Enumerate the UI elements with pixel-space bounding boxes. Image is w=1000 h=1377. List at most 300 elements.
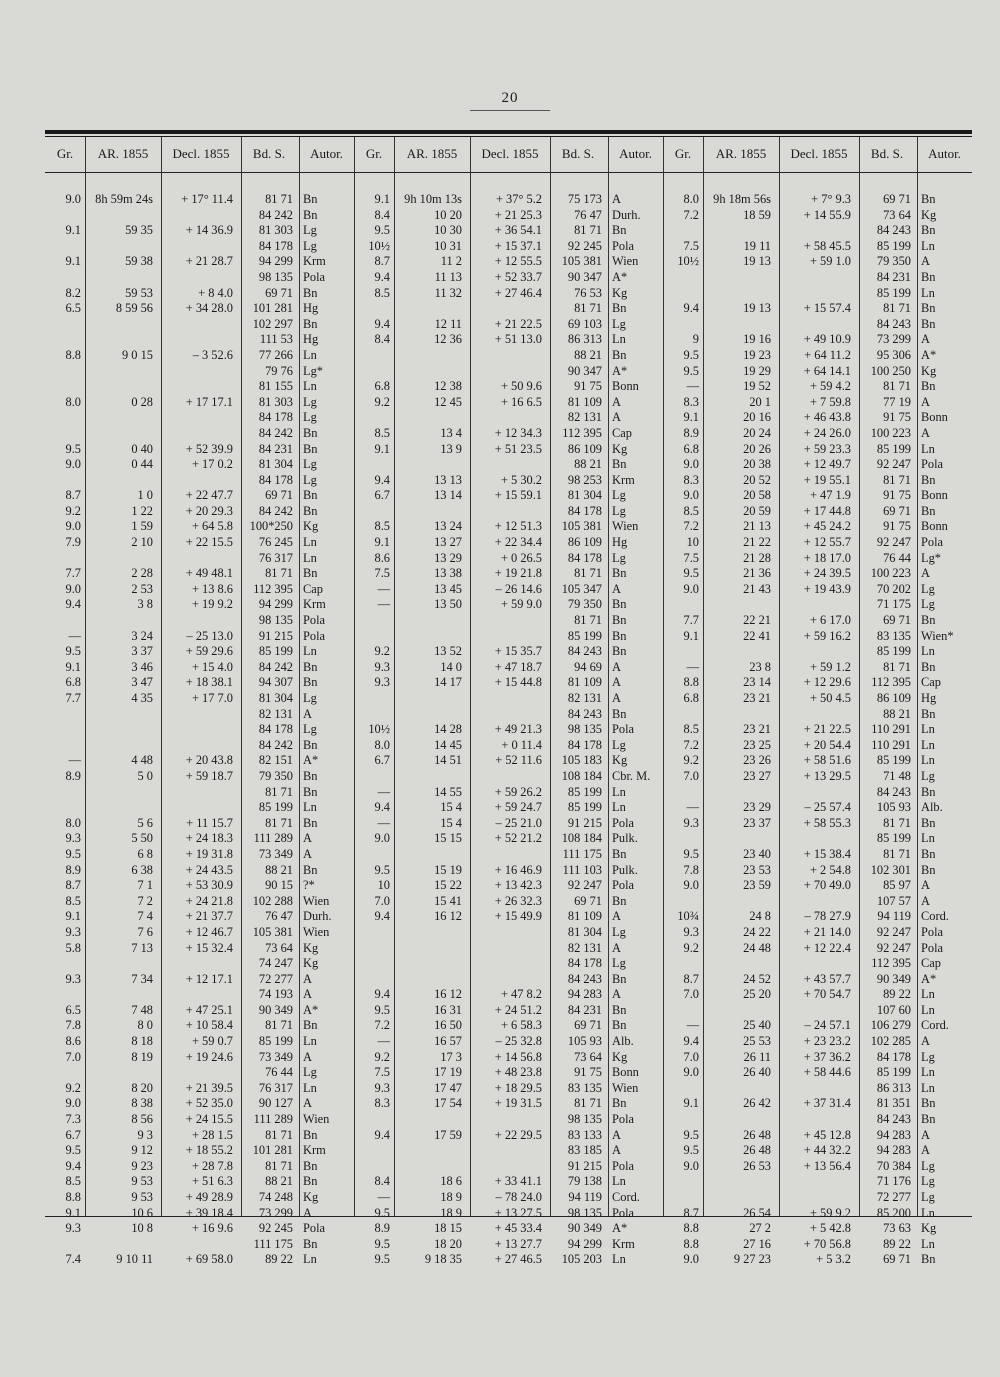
ra-cell: 3 24 [131,628,153,643]
table-row [663,956,972,972]
decl-cell: – 3 52.6 [192,347,233,362]
table-row [663,1112,972,1128]
bd-cell: 81 71 [883,815,911,830]
magnitude-cell: 9.0 [683,1158,699,1173]
bd-cell: 70 384 [876,1158,911,1173]
bd-cell: 81 109 [567,394,602,409]
decl-cell: + 52 39.9 [185,441,233,456]
decl-cell: + 36 54.1 [494,223,542,238]
bd-cell: 84 178 [567,737,602,752]
magnitude-cell: 8.4 [374,207,390,222]
author-cell: Ln [921,1065,935,1080]
bd-cell: 81 71 [265,1018,293,1033]
author-cell: A* [612,363,628,378]
bd-cell: 90 127 [258,1096,293,1111]
bd-cell: 91 75 [883,488,911,503]
decl-cell: + 37 31.4 [803,1096,851,1111]
author-cell: Ln [921,1205,935,1220]
ra-cell: 8 0 [137,1018,153,1033]
bd-cell: 94 69 [574,659,602,674]
bd-cell: 98 253 [567,472,602,487]
table-row [663,473,972,489]
magnitude-cell: 10 [686,535,699,550]
decl-cell: + 15 57.4 [803,301,851,316]
ra-cell: 12 45 [434,394,462,409]
bd-cell: 81 71 [265,815,293,830]
ra-cell: 23 59 [743,878,771,893]
ra-cell: 11 2 [440,254,462,269]
author-cell: Bn [303,862,318,877]
magnitude-cell: 8.6 [65,1034,81,1049]
author-cell: A [303,1049,312,1064]
ra-cell: 21 28 [743,550,771,565]
table-row [354,208,663,224]
ra-cell: 15 15 [434,831,462,846]
column-header: Autor. [310,146,343,161]
catalog-block [45,192,354,1268]
ra-cell: 20 52 [743,472,771,487]
ra-cell: 4 35 [131,691,153,705]
decl-cell: + 24 21.8 [185,893,233,908]
table-row [354,816,663,832]
author-cell: Ln [921,737,935,752]
decl-cell: + 59 9.2 [809,1205,851,1220]
table-row [45,379,354,395]
table-row [663,442,972,458]
ra-cell: 9h 18m 56s [713,192,771,206]
decl-cell: + 20 43.8 [185,753,233,768]
author-cell: Bn [921,784,936,799]
table-row [354,1237,663,1253]
author-cell: Lg [303,238,317,253]
bd-cell: 110 291 [871,722,911,737]
magnitude-cell: 6.8 [65,675,81,690]
author-cell: Pola [612,238,635,253]
author-cell: Bn [303,1158,318,1173]
table-row [663,863,972,879]
magnitude-cell: 9.0 [65,1096,81,1111]
bd-cell: 69 71 [883,613,911,628]
decl-cell: + 15 38.4 [803,846,851,861]
magnitude-cell: 9.4 [374,1127,390,1142]
bd-cell: 83 135 [567,1080,602,1095]
table-row [663,1252,972,1268]
bd-cell: 82 151 [258,753,293,768]
magnitude-cell: 9.2 [683,940,699,955]
table-row [354,691,663,707]
author-cell: Bonn [612,1065,639,1080]
author-cell: Lg [612,924,626,939]
decl-cell: + 13 56.4 [803,1158,851,1173]
table-row [663,800,972,816]
ra-cell: 19 29 [743,363,771,378]
author-cell: A [612,581,621,596]
author-cell: A [612,410,621,425]
author-cell: Bn [303,441,318,456]
bd-cell: 90 349 [258,1002,293,1017]
table-row [354,800,663,816]
magnitude-cell: 9.5 [374,1236,390,1251]
table-row [45,364,354,380]
ra-cell: 13 14 [434,488,462,503]
table-row [45,1128,354,1144]
author-cell: Kg [303,956,319,971]
bd-cell: 107 57 [876,893,911,908]
column-header: Autor. [619,146,652,161]
bd-cell: 94 299 [567,1236,602,1251]
ra-cell: 21 22 [743,535,771,550]
table-row [45,551,354,567]
table-row [45,488,354,504]
author-cell: Bn [303,425,318,440]
author-cell: Bn [612,644,627,659]
decl-cell: + 15 37.1 [494,238,542,253]
magnitude-cell: 9.0 [374,831,390,846]
table-row [354,831,663,847]
author-cell: Cap [921,956,941,971]
decl-cell: + 16 6.5 [500,394,542,409]
bd-cell: 84 242 [258,503,293,518]
decl-cell: + 52 11.6 [495,753,542,768]
author-cell: Hg [612,535,628,550]
magnitude-cell: 8.8 [683,675,699,690]
decl-cell: + 48 23.8 [494,1065,542,1080]
magnitude-cell: 9.3 [65,831,81,846]
author-cell: Bn [303,1018,318,1033]
table-row [45,972,354,988]
author-cell: Ln [612,800,626,815]
header-rule [45,172,972,173]
bd-cell: 79 350 [876,254,911,269]
bd-cell: 81 71 [265,1158,293,1173]
bd-cell: 105 183 [561,753,602,768]
bd-cell: 89 22 [265,1252,293,1267]
magnitude-cell: 9.5 [683,846,699,861]
table-row [663,1003,972,1019]
table-row [45,597,354,613]
bd-cell: 81 304 [567,488,602,503]
table-row [45,504,354,520]
author-cell: Durh. [303,909,332,924]
table-row [663,254,972,270]
ra-cell: 13 9 [440,441,462,456]
author-cell: Kg [612,441,628,456]
decl-cell: + 15 4.0 [191,659,233,674]
table-row [663,457,972,473]
bd-cell: 81 303 [258,394,293,409]
bd-cell: 85 199 [258,800,293,815]
ra-cell: 23 26 [743,753,771,768]
author-cell: Wien [303,924,330,939]
magnitude-cell: 8.3 [374,1096,390,1111]
magnitude-cell: 7.0 [374,893,390,908]
author-cell: Bn [612,613,627,628]
bd-cell: 73 299 [258,1205,293,1220]
ra-cell: 11 13 [434,269,462,284]
magnitude-cell: 9.0 [65,457,81,472]
table-row [45,941,354,957]
decl-cell: + 49 10.9 [803,332,851,347]
author-cell: Lg [921,768,935,783]
magnitude-cell: — [377,597,390,612]
author-cell: Bn [921,316,936,331]
page-number-rule [470,110,550,111]
author-cell: Kg [612,285,628,300]
ra-cell: 3 8 [137,597,153,612]
bd-cell: 73 64 [883,207,911,222]
magnitude-cell: — [68,628,81,643]
table-row [45,395,354,411]
page-number: 20 [501,90,519,106]
bd-cell: 98 135 [567,1205,602,1220]
magnitude-cell: 9.0 [683,1065,699,1080]
bd-cell: 111 175 [562,846,602,861]
table-row [354,1034,663,1050]
table-row [663,816,972,832]
bd-cell: 82 131 [567,410,602,425]
table-row [45,1081,354,1097]
bd-cell: 76 47 [574,207,602,222]
table-row [45,270,354,286]
decl-cell: + 28 7.8 [191,1158,233,1173]
ra-cell: 19 13 [743,254,771,269]
table-row [663,644,972,660]
bd-cell: 90 349 [876,971,911,986]
table-row [45,192,354,208]
decl-cell: + 59 9.0 [500,597,542,612]
author-cell: Pola [921,940,944,955]
magnitude-cell: 10 [377,878,390,893]
magnitude-cell: 9.0 [65,519,81,534]
table-row [663,208,972,224]
table-row [354,925,663,941]
table-row [45,1174,354,1190]
bd-cell: 76 245 [258,535,293,550]
author-cell: Krm [303,254,326,269]
table-row [45,909,354,925]
table-row [663,769,972,785]
author-cell: Ln [612,1174,626,1189]
table-row [45,1096,354,1112]
author-cell: Ln [303,535,317,550]
ra-cell: 21 36 [743,566,771,581]
decl-cell: + 18 17.0 [803,550,851,565]
magnitude-cell: — [686,659,699,674]
bd-cell: 86 109 [567,535,602,550]
table-row [663,597,972,613]
magnitude-cell: 7.8 [683,862,699,877]
table-row [45,691,354,707]
magnitude-cell: 7.5 [683,550,699,565]
author-cell: Alb. [921,800,943,815]
table-row [663,332,972,348]
table-row [663,566,972,582]
bd-cell: 102 285 [870,1034,911,1049]
bd-cell: 84 243 [567,706,602,721]
decl-cell: + 59 29.6 [185,644,233,659]
table-row [45,925,354,941]
decl-cell: + 6 17.0 [809,613,851,628]
ra-cell: 13 24 [434,519,462,534]
author-cell: A [612,909,621,924]
bd-cell: 84 178 [258,410,293,425]
author-cell: Bn [612,893,627,908]
ra-cell: 19 52 [743,379,771,394]
table-row [45,644,354,660]
author-cell: Kg [921,207,937,222]
bd-cell: 105 203 [561,1252,602,1267]
magnitude-cell: 8.5 [65,893,81,908]
table-row [663,410,972,426]
decl-cell: + 64 5.8 [191,519,233,534]
author-cell: ?* [303,878,315,893]
table-row [663,629,972,645]
decl-cell: + 19 31.5 [494,1096,542,1111]
author-cell: A [303,987,312,1002]
bd-cell: 102 297 [252,316,293,331]
bd-cell: 112 395 [253,581,293,596]
magnitude-cell: 9 [692,332,699,347]
ra-cell: 19 16 [743,332,771,347]
table-row [45,613,354,629]
table-row [663,223,972,239]
decl-cell: + 24 15.5 [185,1112,233,1127]
table-row [354,629,663,645]
table-row [45,332,354,348]
decl-cell: + 19 9.2 [191,597,233,612]
bd-cell: 70 202 [876,581,911,596]
table-row [354,223,663,239]
table-row [663,239,972,255]
table-row [663,925,972,941]
ra-cell: 1 22 [131,503,153,518]
bd-cell: 81 71 [265,192,293,206]
table-row [663,488,972,504]
decl-cell: + 12 34.3 [494,425,542,440]
ra-cell: 21 13 [743,519,771,534]
ra-cell: 9 10 11 [116,1252,153,1267]
author-cell: Ln [303,347,317,362]
ra-cell: 12 11 [434,316,462,331]
magnitude-cell: 7.5 [374,1065,390,1080]
decl-cell: + 52 35.0 [185,1096,233,1111]
table-row [45,956,354,972]
magnitude-cell: 9.4 [65,597,81,612]
bd-cell: 85 199 [876,831,911,846]
table-row [354,504,663,520]
decl-cell: + 70 54.7 [803,987,851,1002]
bd-cell: 76 44 [883,550,911,565]
bd-cell: 84 242 [258,207,293,222]
decl-cell: + 39 18.4 [185,1205,233,1220]
decl-cell: + 22 47.7 [185,488,233,503]
magnitude-cell: 8.0 [65,394,81,409]
table-row [354,1206,663,1222]
ra-cell: 24 48 [743,940,771,955]
bd-cell: 69 71 [265,285,293,300]
magnitude-cell: 6.7 [65,1127,81,1142]
bd-cell: 84 243 [876,784,911,799]
magnitude-cell: 8.5 [374,425,390,440]
bd-cell: 74 193 [258,987,293,1002]
ra-cell: 14 45 [434,737,462,752]
bd-cell: 81 109 [567,909,602,924]
decl-cell: + 15 44.8 [494,675,542,690]
author-cell: Wien* [921,628,954,643]
author-cell: Ln [921,441,935,456]
decl-cell: + 5 30.2 [500,472,542,487]
bd-cell: 85 199 [876,1065,911,1080]
decl-cell: + 21 22.5 [803,722,851,737]
bd-cell: 84 231 [258,441,293,456]
author-cell: Kg [303,1190,319,1204]
table-row [354,1221,663,1237]
magnitude-cell: 9.3 [374,659,390,674]
author-cell: Kg [612,1049,628,1064]
table-row [45,348,354,364]
decl-cell: + 69 58.0 [185,1252,233,1267]
author-cell: Lg [921,1174,935,1189]
ra-cell: 19 11 [743,238,771,253]
magnitude-cell: 7.0 [683,768,699,783]
magnitude-cell: 7.7 [65,566,81,581]
ra-cell: 26 53 [743,1158,771,1173]
decl-cell: + 22 34.4 [494,535,542,550]
bd-cell: 94 299 [258,254,293,269]
decl-cell: + 20 54.4 [803,737,851,752]
magnitude-cell: 9.3 [65,924,81,939]
magnitude-cell: 9.5 [374,1002,390,1017]
magnitude-cell: — [377,1190,390,1204]
ra-cell: 24 8 [749,909,771,924]
author-cell: Bn [921,472,936,487]
magnitude-cell: 6.7 [374,488,390,503]
decl-cell: – 78 27.9 [804,909,851,924]
magnitude-cell: — [377,815,390,830]
author-cell: Ln [921,831,935,846]
table-row [45,426,354,442]
decl-cell: + 17 17.1 [185,394,233,409]
magnitude-cell: 9.1 [374,441,390,456]
table-row [45,753,354,769]
table-row [45,410,354,426]
author-cell: Krm [612,472,635,487]
ra-cell: 15 4 [440,800,462,815]
ra-cell: 12 36 [434,332,462,347]
ra-cell: 10 8 [131,1221,153,1236]
author-cell: Wien [612,254,639,269]
author-cell: Ln [303,800,317,815]
author-cell: Bn [612,597,627,612]
author-cell: Pola [921,924,944,939]
decl-cell: + 64 14.1 [803,363,851,378]
column-header: Decl. 1855 [481,146,539,161]
ra-cell: 27 2 [749,1221,771,1236]
table-row [354,1050,663,1066]
magnitude-cell: 9.3 [683,815,699,830]
decl-cell: + 51 13.0 [494,332,542,347]
author-cell: Bn [303,316,318,331]
ra-cell: 7 4 [137,909,153,924]
decl-cell: + 23 23.2 [803,1034,851,1049]
table-row [45,582,354,598]
author-cell: Bn [303,768,318,783]
decl-cell: + 7 59.8 [809,394,851,409]
author-cell: Lg [921,597,935,612]
ra-cell: 23 27 [743,768,771,783]
bd-cell: 83 133 [567,1127,602,1142]
bd-cell: 71 48 [883,768,911,783]
